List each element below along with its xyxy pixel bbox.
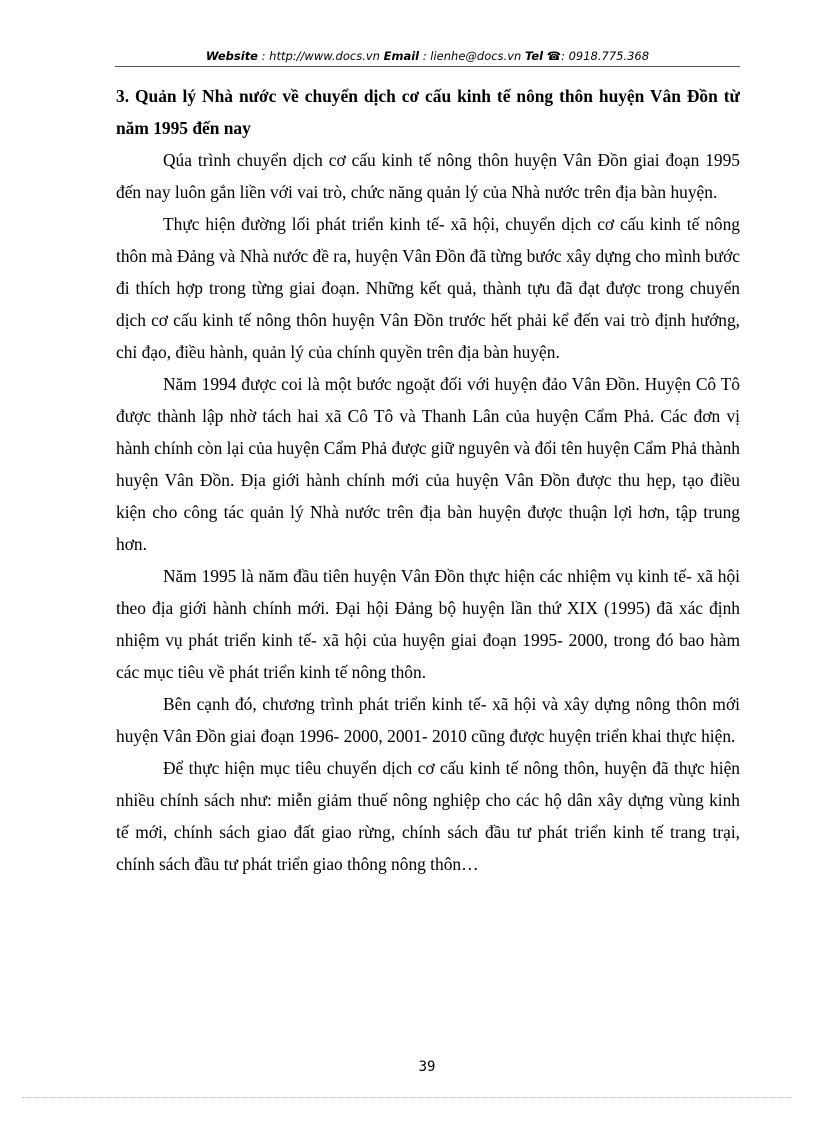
footer-divider xyxy=(22,1097,792,1098)
website-label: Website xyxy=(205,49,258,63)
phone-icon: ☎ xyxy=(546,49,562,63)
paragraph: Bên cạnh đó, chương trình phát triển kinh tế- xã hội và xây dựng nông thôn mới huyện Vân Đồn giai đoạn 1996- 2000, 2001- 2010 cũng được huyện triển khai thực hiện. xyxy=(116,694,740,746)
tel-label: Tel xyxy=(524,49,544,63)
paragraph: Qúa trình chuyển dịch cơ cấu kinh tế nông thôn huyện Vân Đồn giai đoạn 1995 đến nay luôn gắn liền với vai trò, chức năng quản lý của Nhà nước trên địa bàn huyện. xyxy=(116,150,740,202)
paragraph: Năm 1995 là năm đầu tiên huyện Vân Đồn thực hiện các nhiệm vụ kinh tế- xã hội theo địa giới hành chính mới. Đại hội Đảng bộ huyện lần thứ XIX (1995) đã xác định nhiệm vụ phát triển kinh tế- xã hội của huyện giai đoạn 1995- 2000, trong đó bao hàm các mục tiêu về phát triển kinh tế nông thôn. xyxy=(116,566,740,682)
document-body xyxy=(116,80,740,880)
email-value: : lienhe@docs.vn xyxy=(422,49,522,63)
page-number: 39 xyxy=(418,1059,436,1075)
paragraph: Để thực hiện mục tiêu chuyển dịch cơ cấu kinh tế nông thôn, huyện đã thực hiện nhiều chính sách như: miễn giảm thuế nông nghiệp cho các hộ dân xây dựng vùng kinh tế mới, chính sách giao đất giao rừng, chính sách đầu tư phát triển kinh tế trang trại, chính sách đầu tư phát triển giao thông nông thôn… xyxy=(116,758,740,874)
website-value: : http://www.docs.vn xyxy=(261,49,380,63)
paragraph: Thực hiện đường lối phát triển kinh tế- xã hội, chuyển dịch cơ cấu kinh tế nông thôn mà Đảng và Nhà nước đề ra, huyện Vân Đồn đã từng bước xây dựng cho mình bước đi thích hợp trong từng giai đoạn. Những kết quả, thành tựu đã đạt được trong chuyển dịch cơ cấu kinh tế nông thôn huyện Vân Đồn trước hết phải kể đến vai trò định hướng, chỉ đạo, điều hành, quản lý của chính quyền trên địa bàn huyện. xyxy=(116,214,740,362)
section-title: 3. Quản lý Nhà nước về chuyển dịch cơ cấu kinh tế nông thôn huyện Vân Đồn từ năm 1995 đến nay xyxy=(116,86,740,138)
paragraph: Năm 1994 được coi là một bước ngoặt đối với huyện đảo Vân Đồn. Huyện Cô Tô được thành lập nhờ tách hai xã Cô Tô và Thanh Lân của huyện Cẩm Phả. Các đơn vị hành chính còn lại của huyện Cẩm Phả được giữ nguyên và đổi tên huyện Cẩm Phả thành huyện Vân Đồn. Địa giới hành chính mới của huyện Vân Đồn được thu hẹp, tạo điều kiện cho công tác quản lý Nhà nước trên địa bàn huyện được thuận lợi hơn, tập trung hơn. xyxy=(116,374,740,554)
page-header xyxy=(115,46,740,66)
email-label: Email xyxy=(383,49,420,63)
header-divider xyxy=(115,66,740,67)
tel-value: : 0918.775.368 xyxy=(561,49,650,63)
